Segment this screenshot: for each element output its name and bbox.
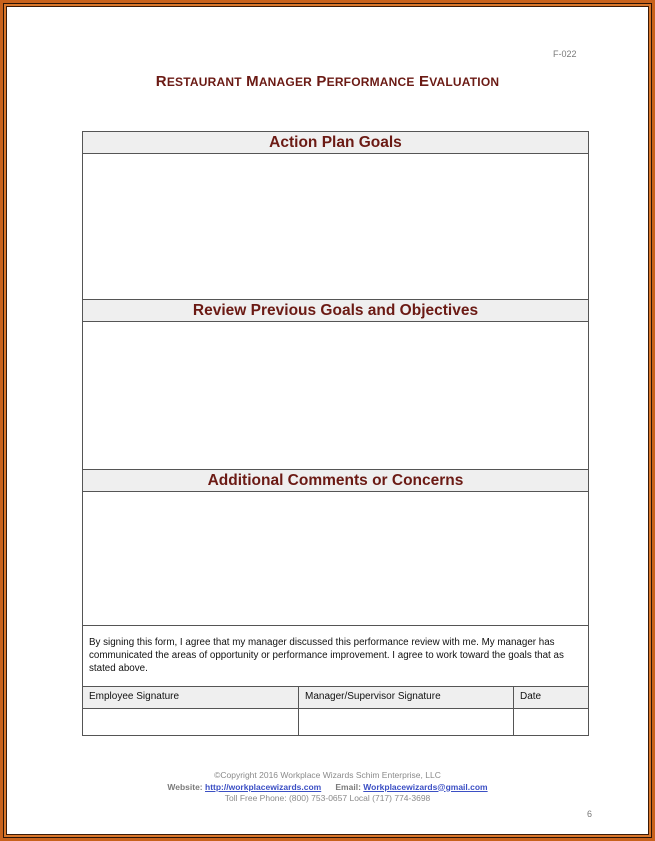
title-word-3-rest: ERFORMANCE bbox=[326, 75, 415, 89]
employee-signature-field[interactable] bbox=[83, 709, 299, 735]
title-word-2-rest: ANAGER bbox=[258, 75, 313, 89]
date-label: Date bbox=[520, 691, 542, 702]
title-word-4-rest: VALUATION bbox=[429, 75, 500, 89]
signature-input-row bbox=[83, 709, 588, 735]
title-word-4-initial: E bbox=[418, 73, 430, 90]
review-previous-goals-field[interactable] bbox=[83, 322, 588, 470]
contact-line bbox=[7, 782, 648, 794]
action-plan-goals-field[interactable] bbox=[83, 154, 588, 300]
additional-comments-field[interactable] bbox=[83, 492, 588, 626]
section-heading-additional-comments: Additional Comments or Concerns bbox=[83, 470, 588, 492]
page-footer bbox=[7, 770, 648, 805]
agreement-statement: By signing this form, I agree that my manager discussed this performance review with me. My manager has communicated the areas of opportunity or performance improvement. I agree to work toward the goals that as stated above. bbox=[83, 626, 588, 687]
title-word-3-initial: P bbox=[316, 73, 327, 90]
form-id: F-022 bbox=[553, 49, 577, 59]
manager-signature-label: Manager/Supervisor Signature bbox=[299, 687, 514, 708]
website-label: Website: bbox=[167, 781, 203, 792]
title-word-1-rest: ESTAURANT bbox=[166, 75, 242, 89]
frame-border-outer bbox=[4, 4, 651, 837]
email-label: Email: bbox=[335, 781, 361, 792]
frame-border-inner bbox=[6, 6, 649, 835]
document-page bbox=[7, 7, 648, 834]
website-link[interactable]: http://workplacewizards.com bbox=[205, 781, 322, 792]
title-word-2-initial: M bbox=[246, 73, 259, 90]
phone-text: Toll Free Phone: (800) 753-0657 Local (717) 774-3698 bbox=[224, 793, 431, 803]
document-title bbox=[7, 73, 648, 90]
evaluation-form bbox=[82, 131, 589, 736]
manager-signature-field[interactable] bbox=[299, 709, 514, 735]
date-field[interactable] bbox=[514, 709, 588, 735]
copyright-text: ©Copyright 2016 Workplace Wizards Schim Enterprise, LLC bbox=[214, 770, 441, 780]
signature-header-row bbox=[83, 687, 588, 709]
email-link[interactable]: Workplacewizards@gmail.com bbox=[363, 781, 488, 792]
title-word-1-initial: R bbox=[155, 73, 167, 90]
page-number: 6 bbox=[587, 809, 593, 819]
frame-border bbox=[3, 3, 652, 838]
employee-signature-label: Employee Signature bbox=[83, 687, 299, 708]
section-heading-action-plan-goals: Action Plan Goals bbox=[83, 132, 588, 154]
section-heading-review-previous-goals: Review Previous Goals and Objectives bbox=[83, 300, 588, 322]
